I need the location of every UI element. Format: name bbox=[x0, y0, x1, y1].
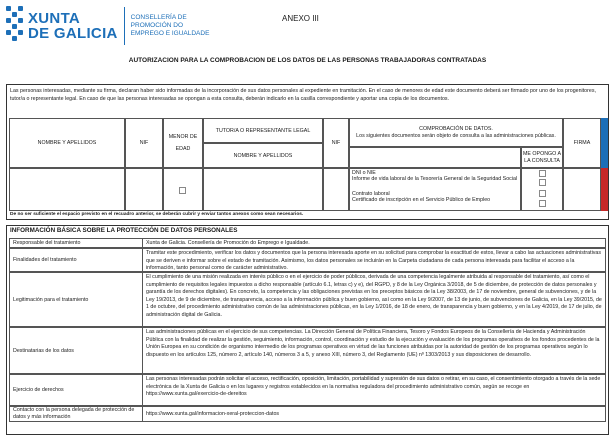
xunta-emblem-icon bbox=[6, 6, 24, 48]
document-title: AUTORIZACION PARA LA COMPROBACION DE LOS DATOS DE LAS PERSONAS TRABAJADORAS CONTRATADAS bbox=[128, 57, 487, 64]
col-oppose-label: ME OPONGO A LA CONSULTA bbox=[523, 150, 561, 164]
minor-cell bbox=[163, 168, 203, 211]
col-minor-label-2: EDAD bbox=[175, 146, 191, 152]
col-name-label: NOMBRE Y APELLIDOS bbox=[37, 140, 97, 146]
info-row bbox=[9, 374, 606, 406]
doc-item-2: Informe de vida laboral de la Tesorería General de la Seguridad Social bbox=[352, 176, 518, 182]
logo-line-2: DE GALICIA bbox=[28, 25, 118, 42]
info-row-value: Tramitar este procedimiento, verificar los datos y documentos que la persona interesada aporte en su solicitud para comprobar la exactitud de estos, llevar a cabo las actuaciones administrativas que se deriven e informar sobre el estado de tramitación. Asimismo, los datos personales se incluirán en la Carpeta ciudadana de cada persona interesada para facilitar el acceso a la información, tanto personal como de carácter administrativo. bbox=[146, 250, 601, 271]
col-check-header bbox=[349, 118, 563, 147]
col-minor-header bbox=[163, 118, 203, 168]
tutor-nif-input-cell[interactable] bbox=[323, 168, 349, 211]
logo-line-1: XUNTA bbox=[28, 10, 81, 27]
table-footnote: De no ser suficiente el espacio previsto en el recuadro anterior, se deberán cubrir y enviar tantos anexos como sean necesarios. bbox=[10, 212, 304, 217]
doc-item-1: DNI o NIE bbox=[352, 170, 376, 176]
logo-sub-3: EMPREGO E IGUALDADE bbox=[130, 30, 210, 37]
logo-sub-1: CONSELLERÍA DE bbox=[130, 14, 187, 21]
info-row-label: Ejercicio de derechos bbox=[10, 375, 143, 405]
info-row-value: Las administraciones públicas en el ejercicio de sus competencias. La Dirección General de Política Financiera, Tesoro y Fondos Europeos de la Consellería de Hacienda y Administración Pública con la finalidad de realizar la gestión, seguimiento, información, control, coordinación y estudio de la ejecución y evaluación de los programas operativos de los fondos procedentes de la Unión Europea en su condición de organismo intermedio de los programas operativos en virtud de las funciones atribuidas por la autoridad de gestión de los programas operativos según lo dispuesto en los artículos 125, número 2, artículo 140, números 3 a 5, y anexo XIII, número 3, del Reglamento (UE) nº 1303/2013 y sus disposiciones de desarrollo. bbox=[146, 329, 600, 358]
col-sign-label: FIRMA bbox=[573, 140, 591, 146]
signature-input-cell[interactable] bbox=[563, 168, 601, 211]
col-oppose-header bbox=[521, 147, 563, 168]
annex-label: ANEXO III bbox=[282, 14, 319, 23]
col-minor-label-1: MENOR DE bbox=[168, 134, 198, 140]
name-input-cell[interactable] bbox=[9, 168, 125, 211]
col-name-header bbox=[9, 118, 125, 168]
nif-input-cell[interactable] bbox=[125, 168, 163, 211]
oppose-cell bbox=[521, 168, 563, 211]
info-row-label: Destinatarias de los datos bbox=[10, 328, 143, 373]
data-protection-frame bbox=[6, 225, 609, 435]
document-header bbox=[6, 4, 609, 54]
info-row bbox=[9, 248, 606, 272]
info-row bbox=[9, 238, 606, 248]
col-tutor-name-label: NOMBRE Y APELLIDOS bbox=[233, 152, 293, 159]
info-row bbox=[9, 327, 606, 374]
logo-sub-2: PROMOCIÓN DO bbox=[130, 22, 184, 29]
info-row-label: Legitimación para el tratamiento bbox=[10, 273, 143, 326]
intro-text: Las personas interesadas, mediante su firma, declaran haber sido informadas de la incorporación de sus datos personales al expediente en tramitación. En el caso de menores de edad este documento deberá ser firmado por uno de los progenitores, tutor/a o representante legal. En caso de que las personas interesadas se opongan a esta consulta, deberán indicarlo en la casilla correspondiente y aportar una copia de los documentos. bbox=[10, 88, 596, 102]
info-row-label: Contacto con la persona delegada de protección de datos y más información bbox=[10, 407, 143, 421]
info-row bbox=[9, 272, 606, 327]
col-docs-header bbox=[349, 147, 521, 168]
authorization-frame bbox=[6, 84, 609, 220]
oppose-checkbox-dni[interactable] bbox=[539, 170, 546, 177]
col-sign-header bbox=[563, 118, 601, 168]
info-row-value: Xunta de Galicia. Consellería de Promoción do Emprego e Igualdade. bbox=[146, 240, 310, 246]
add-row-bar[interactable] bbox=[601, 118, 608, 168]
xunta-logo bbox=[6, 4, 209, 48]
info-row-label: Finalidades del tratamiento bbox=[10, 249, 143, 271]
col-check-subtitle: Los siguientes documentos serán objeto de consulta a las administraciones públicas. bbox=[356, 132, 556, 139]
oppose-checkbox-inscripcion[interactable] bbox=[539, 200, 546, 207]
info-row-label: Responsable del tratamiento bbox=[10, 239, 143, 247]
minor-checkbox[interactable] bbox=[179, 187, 186, 194]
info-row-value: Las personas interesadas podrán solicitar el acceso, rectificación, oposición, limitación, portabilidad y supresión de sus datos o retirar, en su caso, el consentimiento otorgado a través de la sede electrónica de la Xunta de Galicia o en los lugares y registros establecidos en la normativa reguladora del procedimiento administrativo común, según se recoge en https://www.xunta.gal/exercicio-de-dereitos bbox=[146, 376, 601, 397]
info-row-value: https://www.xunta.gal/informacion-xeral-proteccion-datos bbox=[146, 411, 280, 417]
docs-cell bbox=[349, 168, 521, 211]
doc-item-4: Certificado de inscripción en el Servicio Público de Empleo bbox=[352, 197, 491, 203]
doc-item-3: Contrato laboral bbox=[352, 191, 390, 197]
col-tutor-nif-label: NIF bbox=[331, 140, 341, 146]
oppose-checkbox-contrato[interactable] bbox=[539, 190, 546, 197]
col-check-title: COMPROBACIÓN DE DATOS. bbox=[419, 125, 493, 132]
col-tutor-label: TUTOR/A O REPRESENTANTE LEGAL bbox=[215, 127, 311, 134]
info-row bbox=[9, 406, 606, 422]
tutor-name-input-cell[interactable] bbox=[203, 168, 323, 211]
logo-divider bbox=[124, 7, 125, 45]
col-tutor-nif-header bbox=[323, 118, 349, 168]
info-row-value: El cumplimiento de una misión realizada en interés público o en el ejercicio de poder públicos, derivada de una competencia legalmente atribuida al responsable del tratamiento, así como el cumplimiento de requisitos legales impuestos a dicho responsable (artículo 6.1, letras c) y e), del RGPD, y 8 de la Ley Orgánica 3/2018, de 5 de diciembre, de protección de datos personales y garantía de los derechos digitales). En concreto, la competencia y las obligaciones previstas en los preceptos básicos de la Ley 38/2003, de 17 de noviembre, general de subvenciones, y de la Ley 19/2013, de 9 de diciembre, de transparencia, acceso a la información pública y buen gobierno, así como en la Ley 9/2007, de 13 de junio, de subvenciones de Galicia, en la Ley 39/2015, de 1 de octubre, del procedimiento administrativo común de las administraciones públicas, en la Ley 1/2016, de 18 de enero, de transparencia y buen gobierno, y en la Ley 4/2019, de 17 de julio, de administración digital de Galicia. bbox=[146, 274, 602, 318]
col-tutor-header bbox=[203, 118, 323, 143]
col-nif-header bbox=[125, 118, 163, 168]
col-tutor-name-header bbox=[203, 143, 323, 168]
oppose-checkbox-vida-laboral[interactable] bbox=[539, 179, 546, 186]
section-title: INFORMACIÓN BÁSICA SOBRE LA PROTECCIÓN DE DATOS PERSONALES bbox=[10, 227, 238, 234]
remove-row-bar[interactable] bbox=[601, 168, 608, 211]
col-nif-label: NIF bbox=[139, 140, 149, 146]
